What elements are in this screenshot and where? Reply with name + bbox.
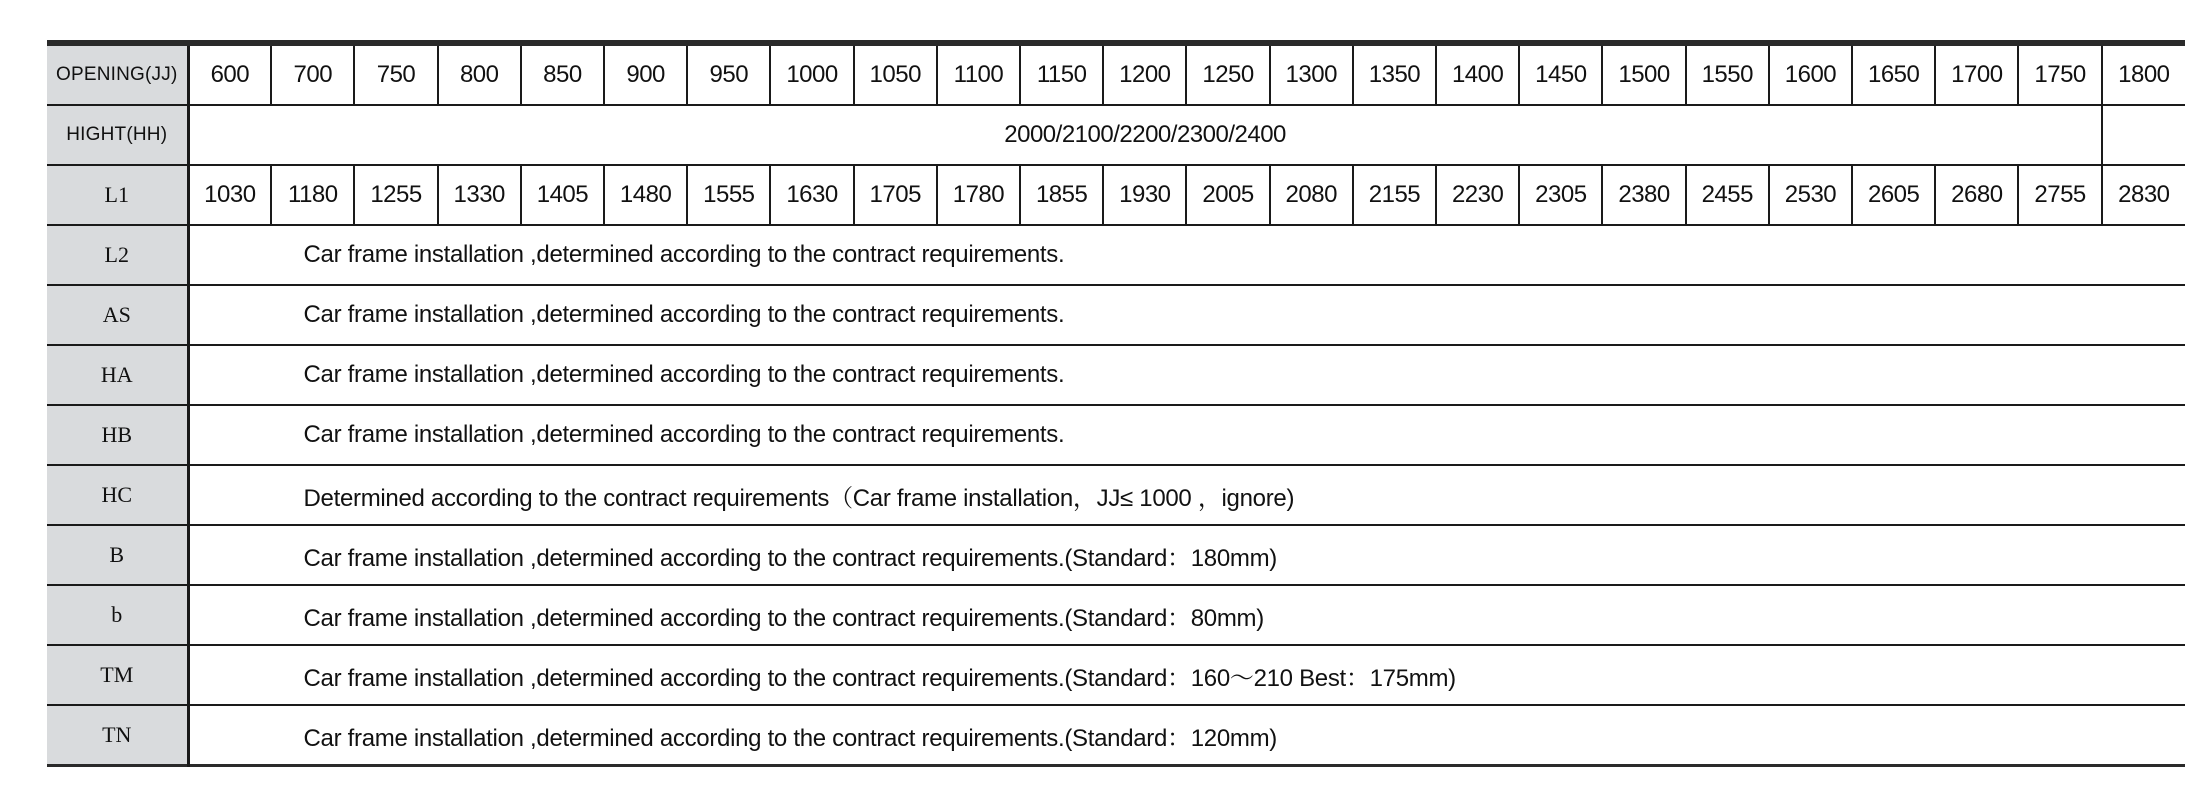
opening-value-cell: 1450	[1519, 43, 1602, 105]
note-row	[47, 285, 2185, 345]
note-text: Car frame installation ,determined according to the contract requirements.(Standard：80mm)	[188, 585, 2185, 645]
note-row	[47, 585, 2185, 645]
opening-value-cell: 1400	[1436, 43, 1519, 105]
l1-value-cell: 1030	[188, 165, 271, 225]
l1-value-cell: 2155	[1353, 165, 1436, 225]
note-text: Car frame installation ,determined according to the contract requirements.	[188, 345, 2185, 405]
opening-value-cell: 1800	[2102, 43, 2185, 105]
l1-value-cell: 1555	[687, 165, 770, 225]
opening-value-cell: 1500	[1602, 43, 1685, 105]
l1-row	[47, 165, 2185, 225]
l1-value-cell: 1480	[604, 165, 687, 225]
opening-value-cell: 1150	[1020, 43, 1103, 105]
note-text: Car frame installation ,determined according to the contract requirements.	[188, 405, 2185, 465]
height-row	[47, 105, 2185, 165]
opening-value-cell: 1750	[2018, 43, 2101, 105]
l1-value-cell: 1705	[854, 165, 937, 225]
opening-value-cell: 1200	[1103, 43, 1186, 105]
opening-value-cell: 1250	[1186, 43, 1269, 105]
note-row	[47, 225, 2185, 285]
note-label: HA	[47, 345, 188, 405]
l1-value-cell: 1630	[770, 165, 853, 225]
l1-value-cell: 1255	[354, 165, 437, 225]
note-label: b	[47, 585, 188, 645]
note-text: Car frame installation ,determined according to the contract requirements.(Standard：160～210 Best：175mm)	[188, 645, 2185, 705]
table-body	[47, 43, 2185, 766]
note-text: Car frame installation ,determined according to the contract requirements.(Standard：120mm)	[188, 705, 2185, 766]
height-value: 2000/2100/2200/2300/2400	[188, 105, 2102, 165]
height-label: HIGHT(HH)	[47, 105, 188, 165]
opening-value-cell: 1600	[1769, 43, 1852, 105]
l1-value-cell: 2380	[1602, 165, 1685, 225]
note-label: AS	[47, 285, 188, 345]
opening-value-cell: 1300	[1270, 43, 1353, 105]
opening-value-cell: 950	[687, 43, 770, 105]
l1-value-cell: 1180	[271, 165, 354, 225]
note-text: Car frame installation ,determined according to the contract requirements.(Standard：180mm)	[188, 525, 2185, 585]
l1-value-cell: 2605	[1852, 165, 1935, 225]
opening-row	[47, 43, 2185, 105]
l1-label: L1	[47, 165, 188, 225]
note-label: TN	[47, 705, 188, 766]
l1-value-cell: 2305	[1519, 165, 1602, 225]
note-row	[47, 705, 2185, 766]
l1-value-cell: 1330	[438, 165, 521, 225]
note-label: TM	[47, 645, 188, 705]
note-text: Car frame installation ,determined according to the contract requirements.	[188, 225, 2185, 285]
opening-value-cell: 750	[354, 43, 437, 105]
opening-value-cell: 1050	[854, 43, 937, 105]
l1-value-cell: 2530	[1769, 165, 1852, 225]
note-row	[47, 645, 2185, 705]
opening-value-cell: 600	[188, 43, 271, 105]
opening-value-cell: 1550	[1686, 43, 1769, 105]
note-text: Car frame installation ,determined according to the contract requirements.	[188, 285, 2185, 345]
l1-value-cell: 2230	[1436, 165, 1519, 225]
opening-spec-table	[47, 40, 2185, 767]
opening-value-cell: 1650	[1852, 43, 1935, 105]
note-row	[47, 525, 2185, 585]
opening-value-cell: 700	[271, 43, 354, 105]
l1-value-cell: 2830	[2102, 165, 2185, 225]
l1-value-cell: 2005	[1186, 165, 1269, 225]
l1-value-cell: 1855	[1020, 165, 1103, 225]
opening-value-cell: 1700	[1935, 43, 2018, 105]
note-row	[47, 465, 2185, 525]
opening-label: OPENING(JJ)	[47, 43, 188, 105]
opening-value-cell: 800	[438, 43, 521, 105]
opening-value-cell: 1000	[770, 43, 853, 105]
note-label: L2	[47, 225, 188, 285]
l1-value-cell: 1780	[937, 165, 1020, 225]
note-text: Determined according to the contract requirements（Car frame installation，JJ≤ 1000 ，ignore)	[188, 465, 2185, 525]
l1-value-cell: 2455	[1686, 165, 1769, 225]
note-label: HB	[47, 405, 188, 465]
height-empty-cell	[2102, 105, 2185, 165]
l1-value-cell: 2080	[1270, 165, 1353, 225]
opening-value-cell: 1100	[937, 43, 1020, 105]
opening-value-cell: 900	[604, 43, 687, 105]
note-label: B	[47, 525, 188, 585]
opening-value-cell: 850	[521, 43, 604, 105]
note-label: HC	[47, 465, 188, 525]
note-row	[47, 405, 2185, 465]
l1-value-cell: 1930	[1103, 165, 1186, 225]
opening-value-cell: 1350	[1353, 43, 1436, 105]
l1-value-cell: 2755	[2018, 165, 2101, 225]
l1-value-cell: 1405	[521, 165, 604, 225]
note-row	[47, 345, 2185, 405]
l1-value-cell: 2680	[1935, 165, 2018, 225]
